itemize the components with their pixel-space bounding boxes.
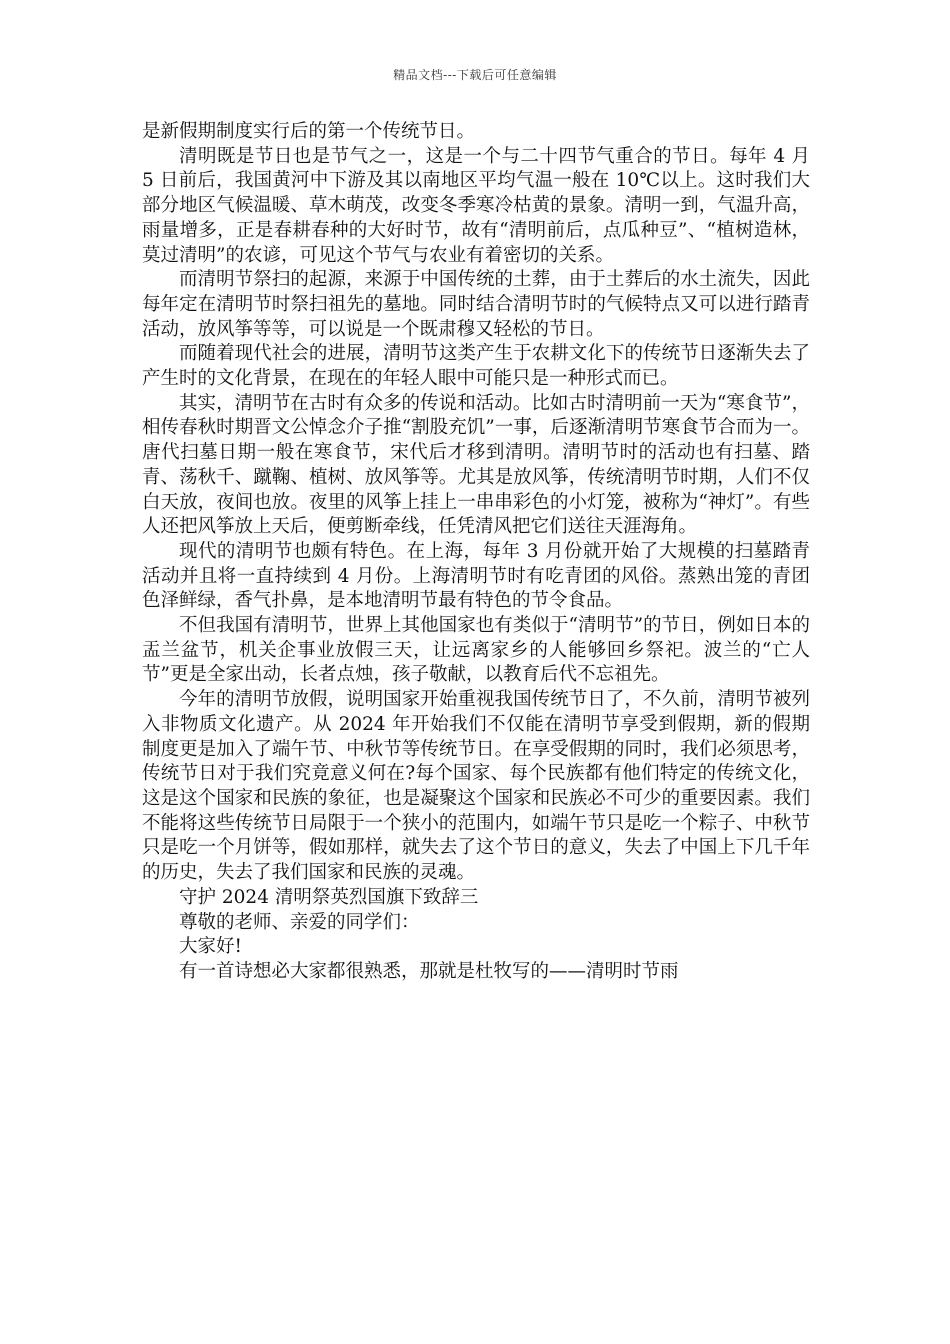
paragraph-origin: 而清明节祭扫的起源，来源于中国传统的土葬，由于土葬后的水土流失，因此每年定在清明节时祭扫祖先的墓地。同时结合清明节时的气候特点又可以进行踏青活动，放风筝等等，可以说是一个既肃穆又轻松的节日。 [142,269,810,340]
paragraph-other-countries: 不但我国有清明节，世界上其他国家也有类似于“清明节”的节日，例如日本的盂兰盆节，机关企事业放假三天，让远离家乡的人能够回乡祭祀。波兰的“亡人节”更是全家出动，长者点烛，孩子敬献，以教育后代不忘祖先。 [142,615,810,686]
paragraph-continuation: 是新假期制度实行后的第一个传统节日。 [142,121,476,142]
paragraph-qingming-solar-term: 清明既是节日也是节气之一，这是一个与二十四节气重合的节日。每年 4 月 5 日前后，我国黄河中下游及其以南地区平均气温一般在 10℃以上。这时我们大部分地区气候温暖、草木萌茂，改变冬季寒冷枯黄的景象。清明一到，气温升高，雨量增多，正是春耕春种的大好时节，故有“清明前后，点瓜种豆”、“植树造林，莫过清明”的农谚，可见这个节气与农业有着密切的关系。 [142,145,810,266]
speech-title: 守护 2024 清明祭英烈国旗下致辞三 [179,886,479,908]
page-header: 精品文档---下载后可任意编辑 [393,68,557,82]
paragraph-modern-society: 而随着现代社会的进展，清明节这类产生于农耕文化下的传统节日逐渐失去了产生时的文化背景，在现在的年轻人眼中可能只是一种形式而已。 [142,343,810,390]
paragraph-significance: 今年的清明节放假，说明国家开始重视我国传统节日了，不久前，清明节被列入非物质文化遗产。从 2024 年开始我们不仅能在清明节享受到假期，新的假期制度更是加入了端午节、中秋节等传统节日。在享受假期的同时，我们必须思考，传统节日对于我们究竟意义何在?每个国家、每个民族都有他们特定的传统文化，这是这个国家和民族的象征，也是凝聚这个国家和民族必不可少的重要因素。我们不能将这些传统节日局限于一个狭小的范围内，如端午节只是吃一个粽子、中秋节只是吃一个月饼等，假如那样，就失去了这个节日的意义，失去了中国上下几千年的历史，失去了我们国家和民族的灵魂。 [142,689,810,884]
document-body [142,120,810,985]
speech-salutation: 尊敬的老师、亲爱的同学们： [179,911,420,933]
paragraph-ancient-customs: 其实，清明节在古时有众多的传说和活动。比如古时清明前一天为“寒食节”，相传春秋时期晋文公悼念介子推“割股充饥”一事，后逐渐清明节寒食节合而为一。唐代扫墓日期一般在寒食节，宋代后才移到清明。清明节时的活动也有扫墓、踏青、荡秋千、蹴鞠、植树、放风筝等。尤其是放风筝，传统清明节时期，人们不仅白天放，夜间也放。夜里的风筝上挂上一串串彩色的小灯笼，被称为“神灯”。有些人还把风筝放上天后，便剪断牵线，任凭清风把它们送往天涯海角。 [142,392,810,538]
paragraph-shanghai: 现代的清明节也颇有特色。在上海，每年 3 月份就开始了大规模的扫墓踏青活动并且将一直持续到 4 月份。上海清明节时有吃青团的风俗。蒸熟出笼的青团色泽鲜绿，香气扑鼻，是本地清明节最有特色的节令食品。 [142,540,810,612]
speech-opening-line: 有一首诗想必大家都很熟悉，那就是杜牧写的——清明时节雨 [179,960,679,982]
speech-greeting: 大家好! [179,936,242,958]
